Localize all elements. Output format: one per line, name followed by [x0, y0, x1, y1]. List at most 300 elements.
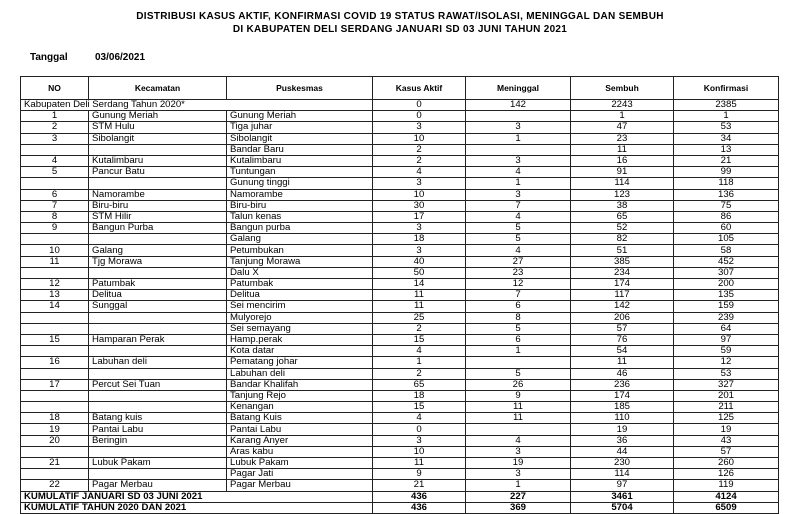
cell-kasus-aktif: 18 — [373, 390, 466, 401]
table-row — [21, 279, 779, 290]
cell-kasus-aktif: 3 — [373, 435, 466, 446]
cell-no — [21, 346, 89, 357]
cell-kasus-aktif: 3 — [373, 223, 466, 234]
table-row — [21, 223, 779, 234]
cell-konfirmasi: 13 — [674, 144, 779, 155]
total-konfirmasi: 4124 — [674, 491, 779, 502]
total-row — [21, 502, 779, 513]
cell-kasus-aktif: 2 — [373, 144, 466, 155]
cell-sembuh: 234 — [571, 267, 674, 278]
cell-kecamatan: Sunggal — [89, 301, 227, 312]
cell-konfirmasi: 57 — [674, 446, 779, 457]
cell-sembuh: 16 — [571, 155, 674, 166]
cell-kecamatan — [89, 323, 227, 334]
cell-puskesmas: Galang — [227, 234, 373, 245]
cell-no: 18 — [21, 413, 89, 424]
cell-no: 1 — [21, 111, 89, 122]
cell-puskesmas: Sibolangit — [227, 133, 373, 144]
cell-meninggal: 1 — [466, 346, 571, 357]
cell-konfirmasi: 34 — [674, 133, 779, 144]
cell-meninggal: 6 — [466, 334, 571, 345]
summary-kasus-aktif: 0 — [373, 100, 466, 111]
cell-kasus-aktif: 2 — [373, 323, 466, 334]
table-row — [21, 245, 779, 256]
cell-meninggal: 5 — [466, 368, 571, 379]
total-konfirmasi: 6509 — [674, 502, 779, 513]
cell-puskesmas: Labuhan deli — [227, 368, 373, 379]
cell-konfirmasi: 211 — [674, 402, 779, 413]
cell-puskesmas: Tanjung Morawa — [227, 256, 373, 267]
cell-kasus-aktif: 65 — [373, 379, 466, 390]
cell-sembuh: 46 — [571, 368, 674, 379]
cell-no — [21, 312, 89, 323]
cell-sembuh: 385 — [571, 256, 674, 267]
cell-kecamatan — [89, 267, 227, 278]
cell-meninggal: 4 — [466, 435, 571, 446]
cell-kecamatan: Pantai Labu — [89, 424, 227, 435]
table-row — [21, 435, 779, 446]
cell-no: 12 — [21, 279, 89, 290]
table-row — [21, 301, 779, 312]
table-row — [21, 144, 779, 155]
cell-kasus-aktif: 9 — [373, 469, 466, 480]
cell-meninggal — [466, 424, 571, 435]
header-row — [21, 77, 779, 100]
cell-meninggal: 4 — [466, 245, 571, 256]
table-row — [21, 390, 779, 401]
cell-kecamatan: STM Hilir — [89, 211, 227, 222]
cell-kasus-aktif: 10 — [373, 189, 466, 200]
cell-kasus-aktif: 11 — [373, 301, 466, 312]
cell-konfirmasi: 86 — [674, 211, 779, 222]
cell-sembuh: 114 — [571, 178, 674, 189]
cell-sembuh: 52 — [571, 223, 674, 234]
cell-puskesmas: Bandar Baru — [227, 144, 373, 155]
cell-meninggal: 9 — [466, 390, 571, 401]
cell-sembuh: 65 — [571, 211, 674, 222]
table-row — [21, 402, 779, 413]
table-row — [21, 312, 779, 323]
table-row — [21, 155, 779, 166]
header-konfirmasi: Konfirmasi — [674, 77, 779, 100]
cell-no: 6 — [21, 189, 89, 200]
cell-kecamatan: Gunung Meriah — [89, 111, 227, 122]
cell-meninggal: 1 — [466, 133, 571, 144]
cell-konfirmasi: 53 — [674, 122, 779, 133]
table-row — [21, 189, 779, 200]
cell-sembuh: 11 — [571, 357, 674, 368]
cell-no — [21, 446, 89, 457]
cell-no: 4 — [21, 155, 89, 166]
table-body — [21, 100, 779, 514]
cell-no: 9 — [21, 223, 89, 234]
cell-konfirmasi: 327 — [674, 379, 779, 390]
cell-no: 10 — [21, 245, 89, 256]
cell-meninggal: 11 — [466, 413, 571, 424]
cell-meninggal — [466, 144, 571, 155]
cell-meninggal: 3 — [466, 155, 571, 166]
cell-no: 15 — [21, 334, 89, 345]
cell-kecamatan — [89, 402, 227, 413]
cell-puskesmas: Kota datar — [227, 346, 373, 357]
table-row — [21, 211, 779, 222]
cell-kecamatan: Beringin — [89, 435, 227, 446]
cell-konfirmasi: 21 — [674, 155, 779, 166]
cell-no: 5 — [21, 167, 89, 178]
cell-sembuh: 91 — [571, 167, 674, 178]
table-row — [21, 323, 779, 334]
cell-meninggal: 4 — [466, 211, 571, 222]
cell-meninggal — [466, 111, 571, 122]
cell-kasus-aktif: 3 — [373, 245, 466, 256]
cell-sembuh: 230 — [571, 458, 674, 469]
cell-no: 19 — [21, 424, 89, 435]
cell-meninggal: 1 — [466, 178, 571, 189]
cell-sembuh: 11 — [571, 144, 674, 155]
cell-no: 7 — [21, 200, 89, 211]
cell-no: 17 — [21, 379, 89, 390]
cell-konfirmasi: 99 — [674, 167, 779, 178]
table-row — [21, 111, 779, 122]
cell-sembuh: 123 — [571, 189, 674, 200]
summary-row-2020 — [21, 100, 779, 111]
table-row — [21, 413, 779, 424]
cell-kecamatan: STM Hulu — [89, 122, 227, 133]
cell-konfirmasi: 75 — [674, 200, 779, 211]
cell-meninggal: 26 — [466, 379, 571, 390]
cell-kasus-aktif: 4 — [373, 413, 466, 424]
cell-sembuh: 117 — [571, 290, 674, 301]
cell-meninggal: 5 — [466, 223, 571, 234]
cell-no — [21, 267, 89, 278]
cell-puskesmas: Delitua — [227, 290, 373, 301]
cell-kecamatan — [89, 234, 227, 245]
cell-puskesmas: Sei mencirim — [227, 301, 373, 312]
cell-meninggal: 23 — [466, 267, 571, 278]
cell-sembuh: 1 — [571, 111, 674, 122]
table-row — [21, 379, 779, 390]
table-row — [21, 267, 779, 278]
cell-puskesmas: Pantai Labu — [227, 424, 373, 435]
cell-meninggal: 5 — [466, 323, 571, 334]
table-row — [21, 458, 779, 469]
header-puskesmas: Puskesmas — [227, 77, 373, 100]
cell-sembuh: 174 — [571, 390, 674, 401]
cell-sembuh: 36 — [571, 435, 674, 446]
cell-puskesmas: Tuntungan — [227, 167, 373, 178]
cell-kecamatan: Lubuk Pakam — [89, 458, 227, 469]
cell-kasus-aktif: 25 — [373, 312, 466, 323]
cell-konfirmasi: 126 — [674, 469, 779, 480]
cell-puskesmas: Petumbukan — [227, 245, 373, 256]
cell-puskesmas: Batang Kuis — [227, 413, 373, 424]
cell-sembuh: 44 — [571, 446, 674, 457]
cell-puskesmas: Hamp.perak — [227, 334, 373, 345]
document-title-line1: DISTRIBUSI KASUS AKTIF, KONFIRMASI COVID 19 STATUS RAWAT/ISOLASI, MENINGGAL DAN SEMBUH — [136, 11, 664, 22]
cell-konfirmasi: 119 — [674, 480, 779, 491]
cell-sembuh: 76 — [571, 334, 674, 345]
cell-puskesmas: Namorambe — [227, 189, 373, 200]
cell-konfirmasi: 307 — [674, 267, 779, 278]
cell-konfirmasi: 159 — [674, 301, 779, 312]
cell-sembuh: 185 — [571, 402, 674, 413]
cell-kecamatan — [89, 144, 227, 155]
cell-kecamatan — [89, 312, 227, 323]
cell-kasus-aktif: 1 — [373, 357, 466, 368]
cell-kecamatan: Namorambe — [89, 189, 227, 200]
total-kasus-aktif: 436 — [373, 502, 466, 513]
total-kasus-aktif: 436 — [373, 491, 466, 502]
cell-kasus-aktif: 3 — [373, 178, 466, 189]
cell-sembuh: 38 — [571, 200, 674, 211]
cell-kecamatan: Hamparan Perak — [89, 334, 227, 345]
cell-konfirmasi: 53 — [674, 368, 779, 379]
cell-puskesmas: Gunung Meriah — [227, 111, 373, 122]
cell-konfirmasi: 125 — [674, 413, 779, 424]
cell-kecamatan: Percut Sei Tuan — [89, 379, 227, 390]
cell-no — [21, 390, 89, 401]
header-kecamatan: Kecamatan — [89, 77, 227, 100]
cell-kasus-aktif: 30 — [373, 200, 466, 211]
cell-sembuh: 57 — [571, 323, 674, 334]
cell-kecamatan — [89, 346, 227, 357]
cell-no — [21, 234, 89, 245]
cell-kecamatan: Labuhan deli — [89, 357, 227, 368]
table-row — [21, 167, 779, 178]
header-sembuh: Sembuh — [571, 77, 674, 100]
document-title-line2: DI KABUPATEN DELI SERDANG JANUARI SD 03 JUNI TAHUN 2021 — [232, 24, 568, 35]
cell-meninggal: 5 — [466, 234, 571, 245]
date-label: Tanggal — [30, 52, 68, 63]
cell-kecamatan — [89, 368, 227, 379]
cell-kecamatan: Pagar Merbau — [89, 480, 227, 491]
total-label: KUMULATIF TAHUN 2020 DAN 2021 — [21, 502, 373, 513]
cell-kecamatan: Galang — [89, 245, 227, 256]
cell-kasus-aktif: 0 — [373, 111, 466, 122]
table-row — [21, 290, 779, 301]
cell-sembuh: 114 — [571, 469, 674, 480]
cell-kecamatan — [89, 446, 227, 457]
table-row — [21, 446, 779, 457]
cell-sembuh: 174 — [571, 279, 674, 290]
cell-meninggal: 12 — [466, 279, 571, 290]
cell-konfirmasi: 260 — [674, 458, 779, 469]
cell-puskesmas: Tiga juhar — [227, 122, 373, 133]
cell-konfirmasi: 59 — [674, 346, 779, 357]
cell-puskesmas: Talun kenas — [227, 211, 373, 222]
cell-sembuh: 19 — [571, 424, 674, 435]
cell-meninggal: 11 — [466, 402, 571, 413]
cell-konfirmasi: 58 — [674, 245, 779, 256]
cell-kasus-aktif: 21 — [373, 480, 466, 491]
header-meninggal: Meninggal — [466, 77, 571, 100]
cell-puskesmas: Kutalimbaru — [227, 155, 373, 166]
cell-kecamatan: Bangun Purba — [89, 223, 227, 234]
table-row — [21, 469, 779, 480]
table-row — [21, 200, 779, 211]
cell-meninggal: 1 — [466, 480, 571, 491]
table-row — [21, 178, 779, 189]
summary-konfirmasi: 2385 — [674, 100, 779, 111]
cell-puskesmas: Sei semayang — [227, 323, 373, 334]
cell-puskesmas: Pagar Jati — [227, 469, 373, 480]
cell-no: 20 — [21, 435, 89, 446]
cell-meninggal: 7 — [466, 200, 571, 211]
cell-puskesmas: Kenangan — [227, 402, 373, 413]
cell-puskesmas: Tanjung Rejo — [227, 390, 373, 401]
cell-konfirmasi: 135 — [674, 290, 779, 301]
cell-no — [21, 402, 89, 413]
cell-meninggal: 3 — [466, 189, 571, 200]
total-meninggal: 369 — [466, 502, 571, 513]
total-sembuh: 5704 — [571, 502, 674, 513]
cell-kecamatan — [89, 469, 227, 480]
table-row — [21, 256, 779, 267]
total-sembuh: 3461 — [571, 491, 674, 502]
cell-meninggal: 7 — [466, 290, 571, 301]
cell-kecamatan: Sibolangit — [89, 133, 227, 144]
cell-kasus-aktif: 0 — [373, 424, 466, 435]
cell-kecamatan — [89, 178, 227, 189]
cell-kasus-aktif: 4 — [373, 167, 466, 178]
cell-puskesmas: Aras kabu — [227, 446, 373, 457]
cell-meninggal: 6 — [466, 301, 571, 312]
table-row — [21, 480, 779, 491]
cell-no — [21, 144, 89, 155]
cell-sembuh: 47 — [571, 122, 674, 133]
cell-konfirmasi: 239 — [674, 312, 779, 323]
cell-meninggal: 27 — [466, 256, 571, 267]
cell-konfirmasi: 1 — [674, 111, 779, 122]
cell-no: 21 — [21, 458, 89, 469]
cell-puskesmas: Pematang johar — [227, 357, 373, 368]
cell-puskesmas: Patumbak — [227, 279, 373, 290]
cell-kasus-aktif: 15 — [373, 334, 466, 345]
cell-meninggal: 3 — [466, 469, 571, 480]
cell-sembuh: 54 — [571, 346, 674, 357]
cell-no: 22 — [21, 480, 89, 491]
cell-puskesmas: Karang Anyer — [227, 435, 373, 446]
cell-kecamatan: Batang kuis — [89, 413, 227, 424]
cell-sembuh: 110 — [571, 413, 674, 424]
cell-puskesmas: Lubuk Pakam — [227, 458, 373, 469]
cell-puskesmas: Bandar Khalifah — [227, 379, 373, 390]
cell-kasus-aktif: 10 — [373, 446, 466, 457]
table-row — [21, 357, 779, 368]
cell-kasus-aktif: 11 — [373, 458, 466, 469]
cell-kecamatan: Tjg Morawa — [89, 256, 227, 267]
cell-konfirmasi: 200 — [674, 279, 779, 290]
cell-no: 14 — [21, 301, 89, 312]
table-row — [21, 424, 779, 435]
date-value: 03/06/2021 — [95, 52, 146, 63]
cell-sembuh: 82 — [571, 234, 674, 245]
cell-kasus-aktif: 11 — [373, 290, 466, 301]
total-label: KUMULATIF JANUARI SD 03 JUNI 2021 — [21, 491, 373, 502]
cell-konfirmasi: 12 — [674, 357, 779, 368]
cell-kasus-aktif: 10 — [373, 133, 466, 144]
cell-konfirmasi: 136 — [674, 189, 779, 200]
total-row — [21, 491, 779, 502]
cell-puskesmas: Mulyorejo — [227, 312, 373, 323]
cell-kasus-aktif: 18 — [373, 234, 466, 245]
cell-puskesmas: Bangun purba — [227, 223, 373, 234]
cell-sembuh: 97 — [571, 480, 674, 491]
cell-konfirmasi: 118 — [674, 178, 779, 189]
cell-kecamatan — [89, 390, 227, 401]
cell-konfirmasi: 97 — [674, 334, 779, 345]
cell-kasus-aktif: 17 — [373, 211, 466, 222]
cell-kasus-aktif: 4 — [373, 346, 466, 357]
cell-sembuh: 23 — [571, 133, 674, 144]
cell-meninggal: 4 — [466, 167, 571, 178]
cell-sembuh: 51 — [571, 245, 674, 256]
cell-kecamatan: Biru-biru — [89, 200, 227, 211]
cell-kasus-aktif: 2 — [373, 155, 466, 166]
header-kasus-aktif: Kasus Aktif — [373, 77, 466, 100]
cell-puskesmas: Biru-biru — [227, 200, 373, 211]
cell-meninggal — [466, 357, 571, 368]
table-row — [21, 234, 779, 245]
table-row — [21, 368, 779, 379]
cell-no — [21, 469, 89, 480]
cell-no: 3 — [21, 133, 89, 144]
cell-no — [21, 323, 89, 334]
cell-no: 16 — [21, 357, 89, 368]
cell-konfirmasi: 19 — [674, 424, 779, 435]
cell-kasus-aktif: 14 — [373, 279, 466, 290]
cell-meninggal: 19 — [466, 458, 571, 469]
cell-konfirmasi: 64 — [674, 323, 779, 334]
summary-label: Kabupaten Deli Serdang Tahun 2020* — [21, 100, 373, 111]
cell-sembuh: 236 — [571, 379, 674, 390]
cell-konfirmasi: 452 — [674, 256, 779, 267]
cell-konfirmasi: 60 — [674, 223, 779, 234]
cell-no: 8 — [21, 211, 89, 222]
cell-meninggal: 3 — [466, 446, 571, 457]
cell-puskesmas: Pagar Merbau — [227, 480, 373, 491]
cell-no — [21, 368, 89, 379]
cell-meninggal: 8 — [466, 312, 571, 323]
cell-kecamatan: Pancur Batu — [89, 167, 227, 178]
covid-distribution-table — [20, 76, 779, 514]
cell-konfirmasi: 43 — [674, 435, 779, 446]
cell-kecamatan: Kutalimbaru — [89, 155, 227, 166]
cell-no: 2 — [21, 122, 89, 133]
cell-puskesmas: Gunung tinggi — [227, 178, 373, 189]
cell-kasus-aktif: 3 — [373, 122, 466, 133]
table-row — [21, 334, 779, 345]
cell-kasus-aktif: 15 — [373, 402, 466, 413]
cell-konfirmasi: 201 — [674, 390, 779, 401]
cell-sembuh: 142 — [571, 301, 674, 312]
cell-no: 13 — [21, 290, 89, 301]
cell-kasus-aktif: 50 — [373, 267, 466, 278]
table-row — [21, 122, 779, 133]
cell-kasus-aktif: 40 — [373, 256, 466, 267]
summary-sembuh: 2243 — [571, 100, 674, 111]
cell-sembuh: 206 — [571, 312, 674, 323]
cell-no: 11 — [21, 256, 89, 267]
table-row — [21, 346, 779, 357]
cell-no — [21, 178, 89, 189]
cell-puskesmas: Dalu X — [227, 267, 373, 278]
cell-meninggal: 3 — [466, 122, 571, 133]
total-meninggal: 227 — [466, 491, 571, 502]
header-no: NO — [21, 77, 89, 100]
cell-kecamatan: Delitua — [89, 290, 227, 301]
summary-meninggal: 142 — [466, 100, 571, 111]
